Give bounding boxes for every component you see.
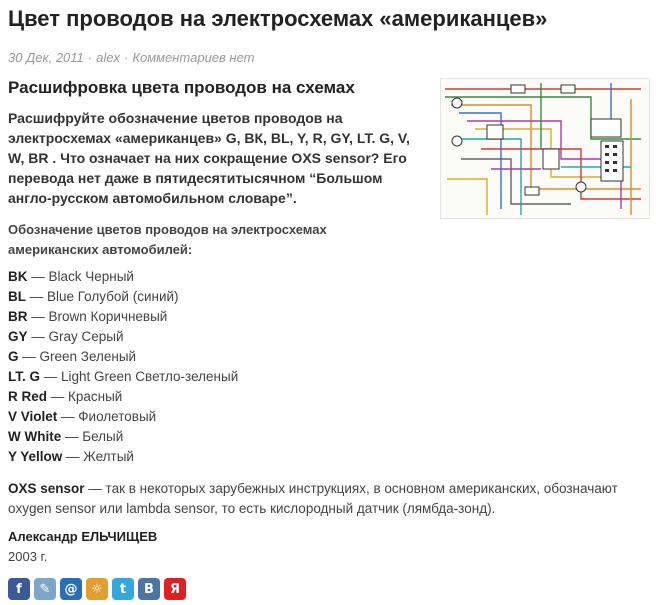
color-code: G bbox=[8, 349, 19, 364]
post-date: 30 Дек, 2011 bbox=[8, 50, 84, 65]
oxs-explanation: — так в некоторых зарубежных инструкциях, в основном американских, обозначают oxygen sensor или lambda sensor, то есть кислородный датчик (лямбда-зонд). bbox=[8, 481, 618, 516]
color-description: — Желтый bbox=[62, 449, 134, 464]
list-item bbox=[8, 367, 238, 387]
color-description: — Green Зеленый bbox=[18, 349, 137, 364]
post-author-link[interactable]: alex bbox=[96, 50, 120, 65]
share-bar bbox=[8, 578, 190, 600]
color-description: — Gray Серый bbox=[27, 329, 124, 344]
list-item bbox=[8, 267, 238, 287]
list-item bbox=[8, 307, 238, 327]
list-item bbox=[8, 407, 238, 427]
article-author: Александр ЕЛЬЧИЩЕВ bbox=[8, 529, 158, 544]
wiring-diagram-image bbox=[440, 78, 650, 219]
oxs-sensor-note bbox=[8, 479, 628, 519]
color-description: — Brown Коричневый bbox=[27, 309, 168, 324]
yandex-icon[interactable]: Я bbox=[164, 578, 186, 600]
meta-separator: · bbox=[87, 50, 93, 65]
color-code: V Violet bbox=[8, 409, 58, 424]
color-description: — Фиолетовый bbox=[57, 409, 157, 424]
color-code: Y Yellow bbox=[8, 449, 63, 464]
article-subtitle: Расшифровка цвета проводов на схемах bbox=[8, 78, 355, 97]
color-code: BR bbox=[8, 309, 28, 324]
list-item bbox=[8, 447, 238, 467]
oxs-term: OXS sensor bbox=[8, 481, 85, 496]
color-description: — Light Green Светло-зеленый bbox=[40, 369, 239, 384]
color-description: — Белый bbox=[61, 429, 124, 444]
list-item bbox=[8, 387, 238, 407]
colors-heading: Обозначение цветов проводов на электросхемах американских автомобилей: bbox=[8, 222, 327, 257]
list-item bbox=[8, 287, 238, 307]
color-description: — Black Черный bbox=[27, 269, 134, 284]
color-code: R Red bbox=[8, 389, 48, 404]
article-intro: Расшифруйте обозначение цветов проводов на электросхемах «американцев» G, ВК, BL, Y, R, GY, LT. G, V, W, BR . Что означает на них сокращение OXS sensor? Его перевода нет даже в пятидесятитысячном “Большом англо-русском автомобильном словаре”. bbox=[8, 110, 410, 206]
moikrug-icon[interactable]: ☼ bbox=[86, 578, 108, 600]
vkontakte-icon[interactable]: B bbox=[138, 578, 160, 600]
color-description: — Красный bbox=[47, 389, 123, 404]
twitter-icon[interactable]: t bbox=[112, 578, 134, 600]
color-code: LT. G bbox=[8, 369, 40, 384]
wire-color-list bbox=[8, 267, 238, 467]
color-code: BL bbox=[8, 289, 26, 304]
list-item bbox=[8, 427, 238, 447]
list-item bbox=[8, 327, 238, 347]
color-code: BK bbox=[8, 269, 28, 284]
post-meta bbox=[8, 50, 255, 65]
post-title: Цвет проводов на электросхемах «американцев» bbox=[8, 6, 548, 31]
facebook-icon[interactable]: f bbox=[8, 578, 30, 600]
meta-separator: · bbox=[123, 50, 129, 65]
color-code: GY bbox=[8, 329, 28, 344]
list-item bbox=[8, 347, 238, 367]
comments-link[interactable]: Комментариев нет bbox=[132, 50, 255, 65]
color-description: — Blue Голубой (синий) bbox=[26, 289, 179, 304]
article-year: 2003 г. bbox=[8, 549, 48, 564]
livejournal-icon[interactable]: ✎ bbox=[34, 578, 56, 600]
color-code: W White bbox=[8, 429, 62, 444]
mailru-icon[interactable]: @ bbox=[60, 578, 82, 600]
